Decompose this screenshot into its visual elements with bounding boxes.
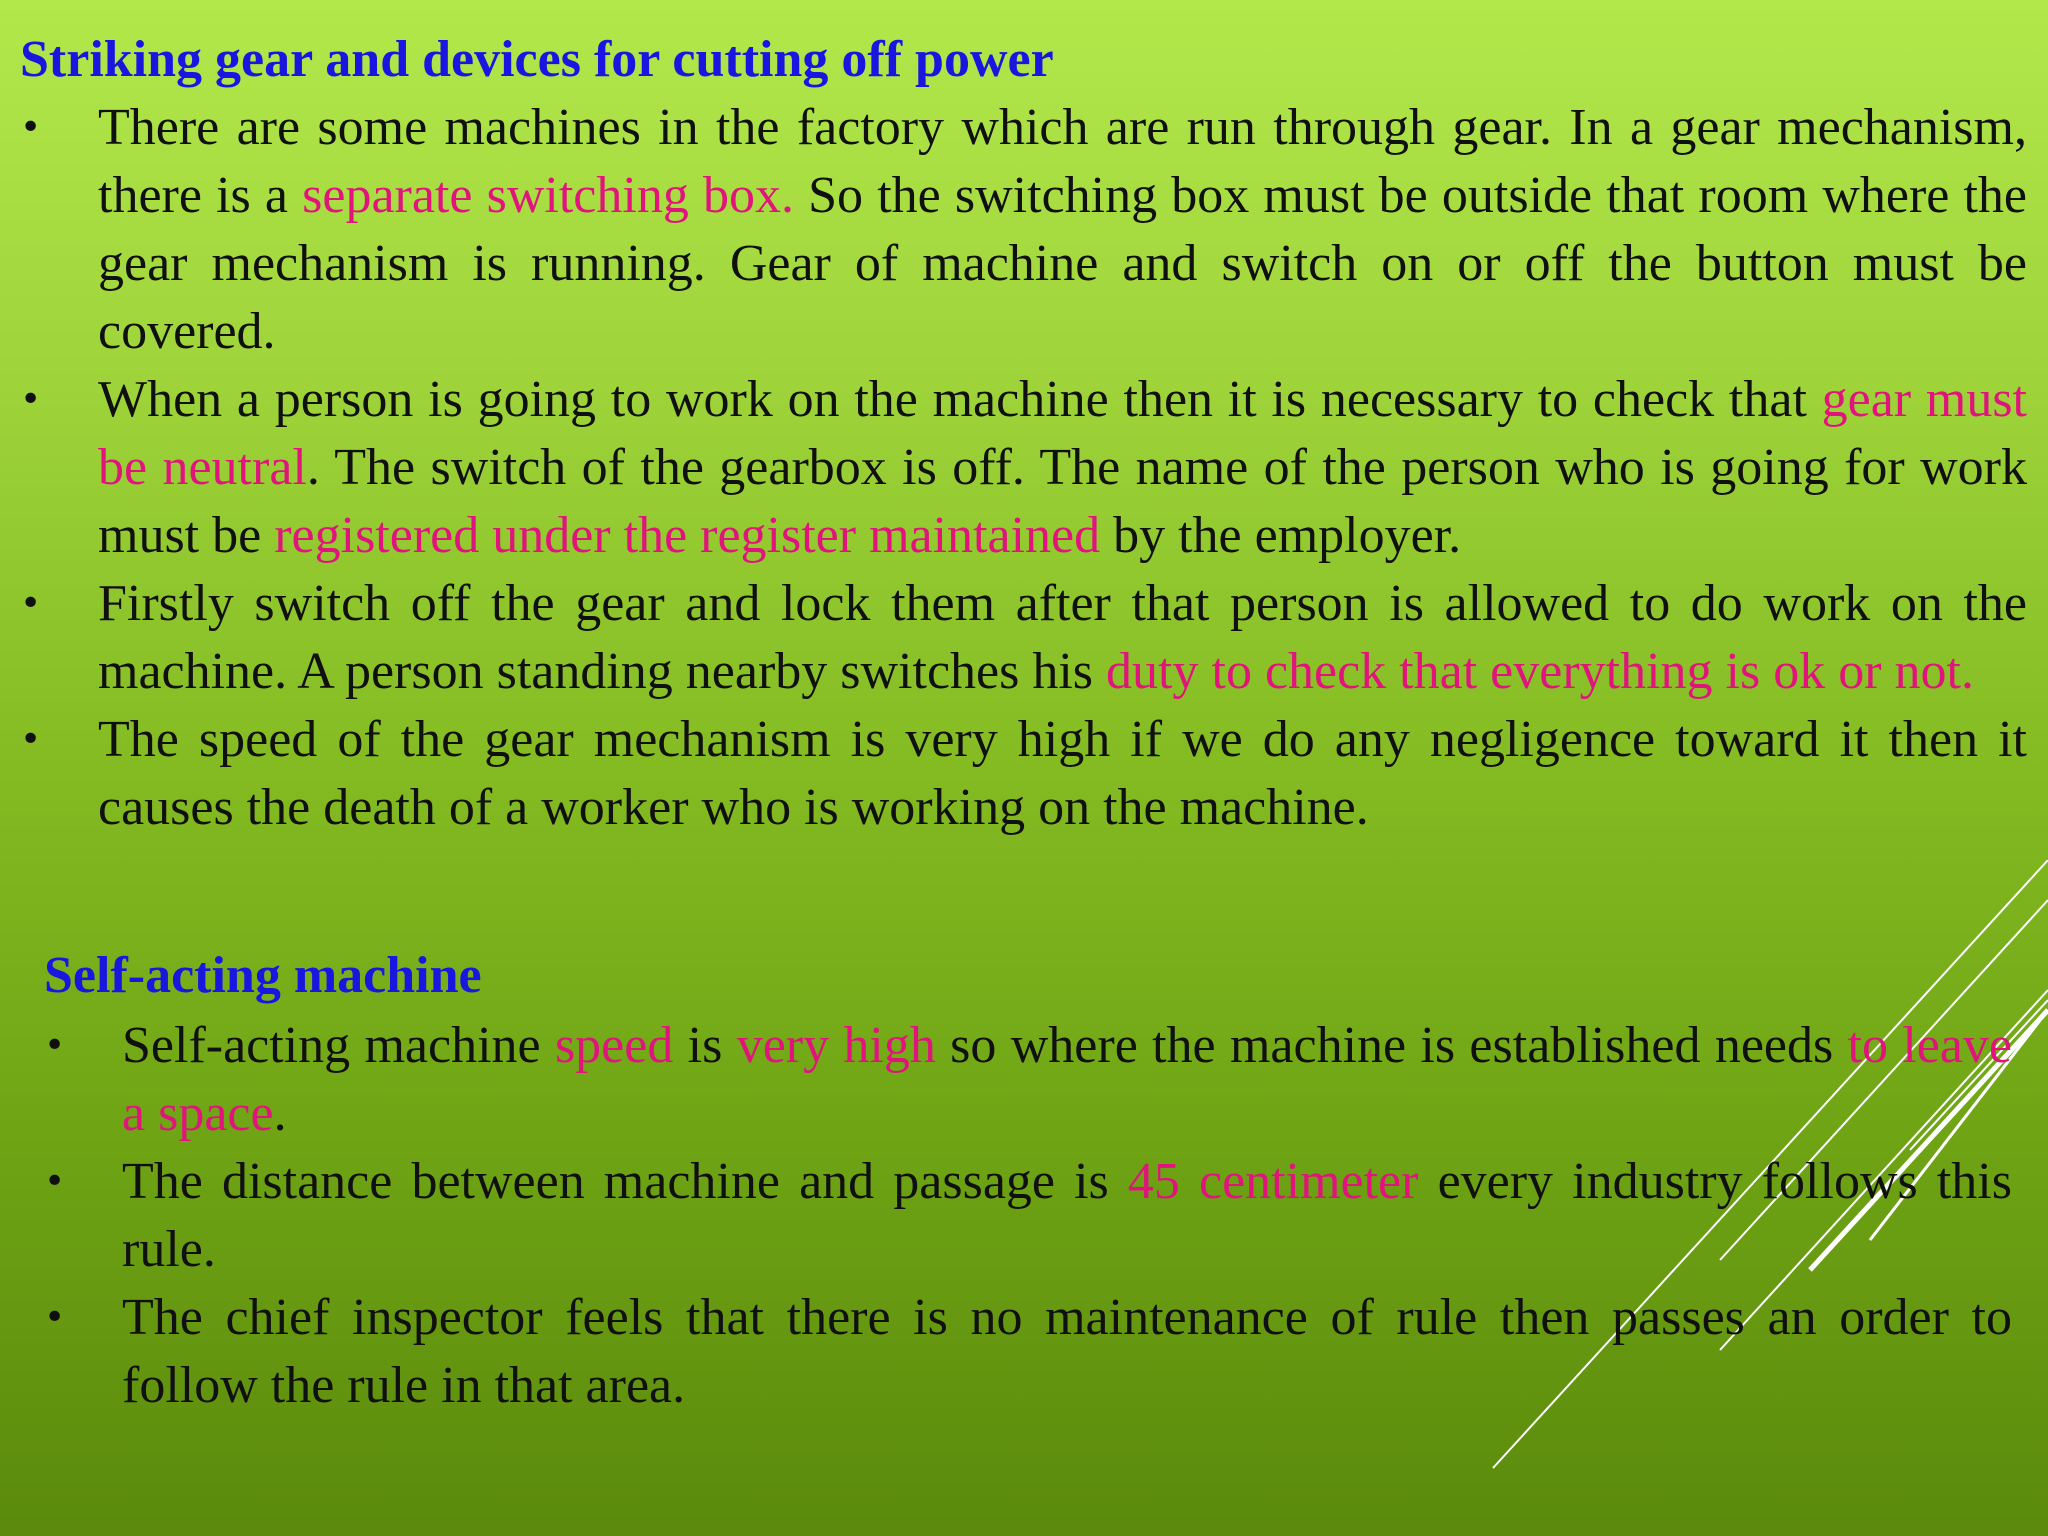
bullet-dot: •	[44, 1161, 66, 1202]
section-heading-striking-gear: Striking gear and devices for cutting off power	[20, 31, 1054, 88]
highlight-text: duty to check that everything is ok or not.	[1106, 643, 1974, 700]
highlight-text: 45 centimeter	[1127, 1153, 1419, 1210]
bullet-dot: •	[20, 719, 42, 760]
bullet-text: is	[673, 1017, 737, 1074]
bullet-text: every industry follows this rule.	[122, 1153, 2012, 1278]
list-item	[20, 570, 2027, 706]
highlight-text: to leave a space	[122, 1017, 2013, 1142]
list-item	[20, 366, 2027, 570]
bullet-dot: •	[44, 1025, 66, 1066]
bullet-dot: •	[20, 379, 42, 420]
bullet-text: . The switch of the gearbox is off. The name of the person who is going for work must be	[98, 439, 2027, 564]
bullet-text: The speed of the gear mechanism is very high if we do any negligence toward it then it causes the death of a worker who is working on the machine.	[98, 711, 2027, 836]
bullet-dot: •	[20, 107, 42, 148]
bullet-dot: •	[44, 1297, 66, 1338]
bullet-text: When a person is going to work on the machine then it is necessary to check that	[98, 371, 1822, 428]
bullet-text: by the employer.	[1100, 507, 1462, 564]
bullet-dot: •	[20, 583, 42, 624]
highlight-text: registered under the register maintained	[274, 507, 1101, 564]
bullet-text: .	[273, 1085, 287, 1142]
bullet-list-striking-gear	[20, 94, 2027, 842]
highlight-text: speed	[554, 1017, 674, 1074]
list-item	[20, 706, 2027, 842]
bullet-text: so where the machine is established needs	[935, 1017, 1848, 1074]
bullet-text: The chief inspector feels that there is no maintenance of rule then passes an order to follow the rule in that area.	[122, 1289, 2012, 1414]
bullet-text: Self-acting machine	[122, 1017, 555, 1074]
bullet-text: Firstly switch off the gear and lock them after that person is allowed to do work on the machine. A person standing nearby switches his	[98, 575, 2027, 700]
highlight-text: separate switching box.	[302, 167, 794, 224]
highlight-text: very high	[736, 1017, 936, 1074]
list-item	[20, 94, 2027, 366]
bullet-text: So the switching box must be outside that room where the gear mechanism is running. Gear of machine and switch on or off the button must be covered.	[98, 167, 2028, 360]
list-item	[44, 1148, 2012, 1284]
highlight-text: gear must be neutral	[98, 371, 2027, 496]
list-item	[44, 1284, 2012, 1420]
bullet-text: There are some machines in the factory which are run through gear. In a gear mechanism, there is a	[98, 99, 2027, 224]
bullet-list-self-acting-machine	[44, 1012, 2012, 1420]
section-heading-self-acting-machine: Self-acting machine	[44, 947, 482, 1004]
list-item	[44, 1012, 2012, 1148]
bullet-text: The distance between machine and passage is	[122, 1153, 1128, 1210]
